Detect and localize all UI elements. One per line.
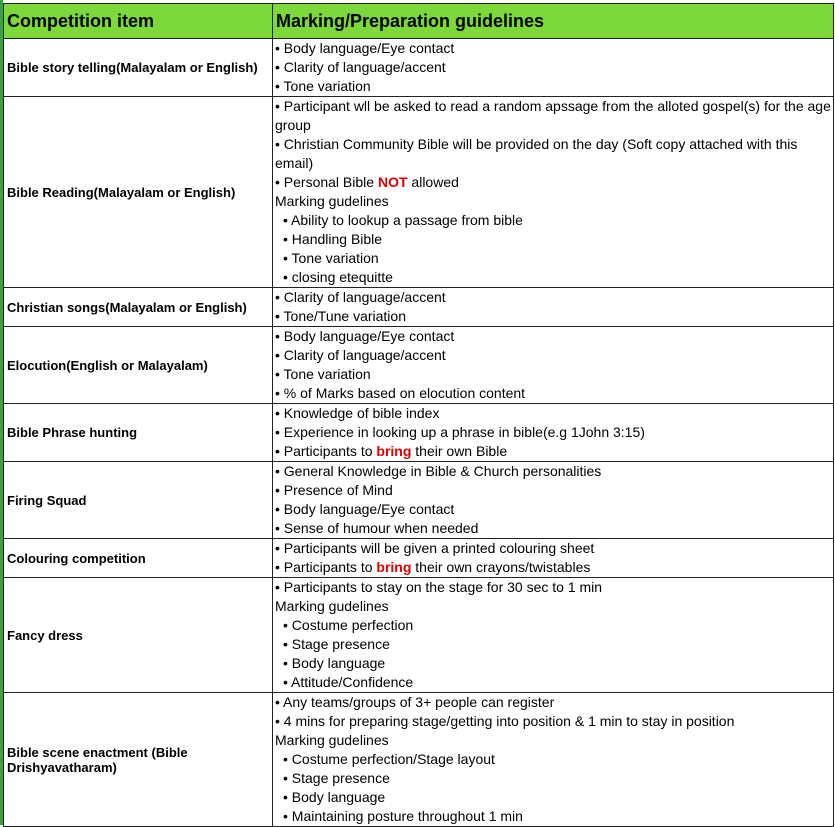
guideline-line: • Maintaining posture throughout 1 min bbox=[283, 808, 523, 824]
header-competition-item: Competition item bbox=[4, 4, 273, 39]
highlight-bring: bring bbox=[376, 559, 412, 575]
guideline-line: • Clarity of language/accent bbox=[275, 347, 446, 363]
guideline-line: • Attitude/Confidence bbox=[283, 674, 414, 690]
guidelines-cell bbox=[273, 97, 834, 288]
competition-item-cell: Firing Squad bbox=[4, 462, 273, 539]
guideline-line-highlighted: • Personal Bible NOT allowed bbox=[275, 174, 459, 190]
table-row bbox=[4, 39, 834, 97]
guideline-line: • Presence of Mind bbox=[275, 482, 393, 498]
table-row bbox=[4, 578, 834, 693]
guideline-line: • Body language/Eye contact bbox=[275, 40, 455, 56]
guidelines-table bbox=[3, 3, 834, 827]
guideline-line: • Tone/Tune variation bbox=[275, 308, 406, 324]
highlight-bring: bring bbox=[376, 443, 412, 459]
guideline-line: • Costume perfection bbox=[283, 617, 414, 633]
guideline-line: • General Knowledge in Bible & Church personalities bbox=[275, 463, 602, 479]
competition-item-cell: Christian songs(Malayalam or English) bbox=[4, 288, 273, 327]
competition-item-cell: Fancy dress bbox=[4, 578, 273, 693]
guidelines-cell bbox=[273, 288, 834, 327]
competition-item-cell: Bible Phrase hunting bbox=[4, 404, 273, 462]
table-row bbox=[4, 693, 834, 827]
table-row bbox=[4, 288, 834, 327]
competition-item-cell: Bible scene enactment (Bible Drishyavatharam) bbox=[4, 693, 273, 827]
guideline-line: • Tone variation bbox=[275, 78, 371, 94]
guideline-line: • closing etequitte bbox=[283, 269, 393, 285]
guideline-line: • Christian Community Bible will be provided on the day (Soft copy attached with this email) bbox=[275, 136, 798, 171]
guidelines-cell bbox=[273, 327, 834, 404]
table-row bbox=[4, 327, 834, 404]
guideline-line-highlighted: • Participants to bring their own Bible bbox=[275, 443, 508, 459]
guideline-line: • Body language bbox=[283, 789, 386, 805]
guideline-line: • Stage presence bbox=[283, 770, 390, 786]
guideline-line: • Participant wll be asked to read a random apssage from the alloted gospel(s) for the age group bbox=[275, 98, 831, 133]
guideline-line: • Sense of humour when needed bbox=[275, 520, 479, 536]
guidelines-cell bbox=[273, 693, 834, 827]
guideline-line: Marking gudelines bbox=[275, 732, 389, 748]
highlight-not: NOT bbox=[377, 174, 408, 190]
guideline-line: • 4 mins for preparing stage/getting into position & 1 min to stay in position bbox=[275, 713, 735, 729]
guideline-line: • Knowledge of bible index bbox=[275, 405, 440, 421]
guideline-line: • % of Marks based on elocution content bbox=[275, 385, 526, 401]
guideline-line: • Participants to stay on the stage for 30 sec to 1 min bbox=[275, 579, 603, 595]
guideline-line: • Clarity of language/accent bbox=[275, 59, 446, 75]
guideline-line: • Tone variation bbox=[283, 250, 379, 266]
guideline-line: • Participants will be given a printed colouring sheet bbox=[275, 540, 595, 556]
guideline-line-highlighted: • Participants to bring their own crayons/twistables bbox=[275, 559, 591, 575]
guidelines-cell bbox=[273, 39, 834, 97]
guidelines-cell bbox=[273, 404, 834, 462]
competition-item-cell: Elocution(English or Malayalam) bbox=[4, 327, 273, 404]
guideline-line: • Any teams/groups of 3+ people can register bbox=[275, 694, 555, 710]
guideline-line: Marking gudelines bbox=[275, 598, 389, 614]
competition-item-cell: Bible Reading(Malayalam or English) bbox=[4, 97, 273, 288]
header-row bbox=[4, 4, 834, 39]
guideline-line: • Experience in looking up a phrase in bible(e.g 1John 3:15) bbox=[275, 424, 645, 440]
guideline-line: • Body language/Eye contact bbox=[275, 501, 455, 517]
guideline-line: Marking gudelines bbox=[275, 193, 389, 209]
guideline-line: • Costume perfection/Stage layout bbox=[283, 751, 495, 767]
guidelines-cell bbox=[273, 578, 834, 693]
competition-item-cell: Bible story telling(Malayalam or English) bbox=[4, 39, 273, 97]
guideline-line: • Stage presence bbox=[283, 636, 390, 652]
guidelines-cell bbox=[273, 539, 834, 578]
guideline-line: • Clarity of language/accent bbox=[275, 289, 446, 305]
guideline-line: • Handling Bible bbox=[283, 231, 383, 247]
guideline-line: • Ability to lookup a passage from bible bbox=[283, 212, 523, 228]
header-guidelines: Marking/Preparation guidelines bbox=[273, 4, 834, 39]
guideline-line: • Tone variation bbox=[275, 366, 371, 382]
table-row bbox=[4, 462, 834, 539]
table-row bbox=[4, 97, 834, 288]
competition-item-cell: Colouring competition bbox=[4, 539, 273, 578]
guideline-line: • Body language bbox=[283, 655, 386, 671]
table-row bbox=[4, 539, 834, 578]
guideline-line: • Body language/Eye contact bbox=[275, 328, 455, 344]
guidelines-cell bbox=[273, 462, 834, 539]
table-row bbox=[4, 404, 834, 462]
